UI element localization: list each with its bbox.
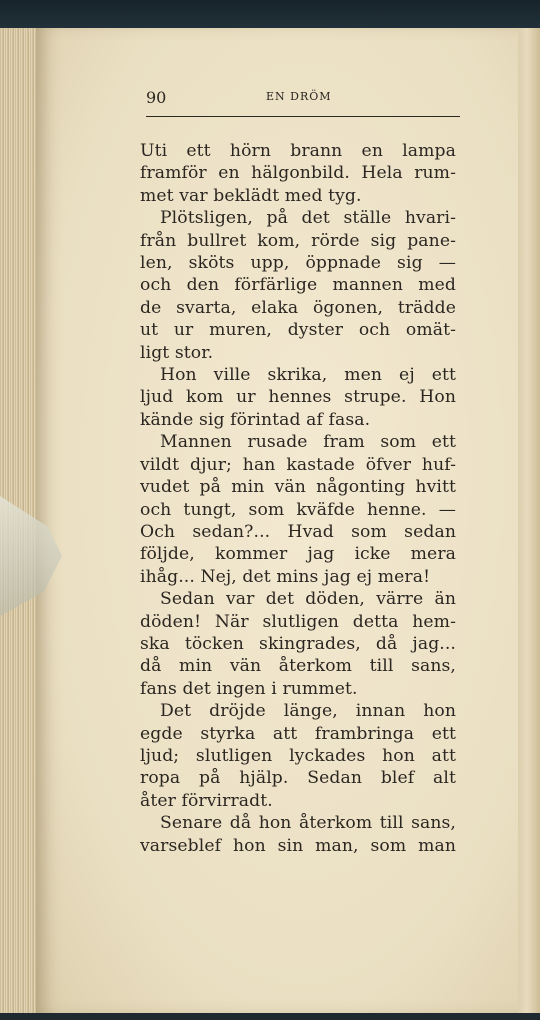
text-line: från bullret kom, rörde sig pane- [140,230,456,251]
text-line: ut ur muren, dyster och omät- [140,320,456,341]
text-line: ligt stor. [140,342,214,363]
text-line: Senare då hon återkom till sans, [160,813,456,834]
text-line: och den förfärlige mannen med [140,275,456,296]
text-line: Mannen rusade fram som ett [160,432,456,453]
page-header [146,88,460,116]
text-line: len, sköts upp, öppnade sig — [140,253,456,274]
text-line: då min vän återkom till sans, [140,656,456,677]
page-number: 90 [146,88,167,107]
text-line: Plötsligen, på det ställe hvari- [160,208,456,229]
text-line: och tungt, som kväfde henne. — [140,499,456,520]
running-title: EN DRÖM [266,90,332,103]
text-line: åter förvirradt. [140,790,273,811]
text-line: de svarta, elaka ögonen, trädde [140,297,456,318]
page-edge-right [518,28,540,1013]
text-line: vudet på min vän någonting hvitt [140,477,456,498]
text-line: met var beklädt med tyg. [140,185,362,206]
text-line: ljud; slutligen lyckades hon att [140,745,456,766]
text-line: framför en hälgonbild. Hela rum- [140,163,456,184]
header-rule [146,116,460,117]
text-line: ihåg... Nej, det mins jag ej mera! [140,566,431,587]
text-line: Och sedan?... Hvad som sedan [140,521,456,542]
text-line: Uti ett hörn brann en lampa [140,141,456,161]
text-line: ropa på hjälp. Sedan blef alt [140,768,456,789]
body-text [140,140,456,857]
text-line: egde styrka att frambringa ett [140,723,456,744]
text-line: ska töcken skingrades, då jag... [140,633,456,654]
text-line: döden! När slutligen detta hem- [140,611,456,632]
text-line: ljud kom ur hennes strupe. Hon [140,387,456,408]
text-line: Det dröjde länge, innan hon [160,701,456,722]
text-line: Sedan var det döden, värre än [160,589,456,610]
text-line: kände sig förintad af fasa. [140,409,371,430]
text-line: vildt djur; han kastade öfver huf- [140,454,456,475]
text-line: Hon ville skrika, men ej ett [160,365,456,386]
text-line: varseblef hon sin man, som man [140,835,456,856]
text-line: fans det ingen i rummet. [140,678,358,699]
text-line: följde, kommer jag icke mera [140,544,456,565]
